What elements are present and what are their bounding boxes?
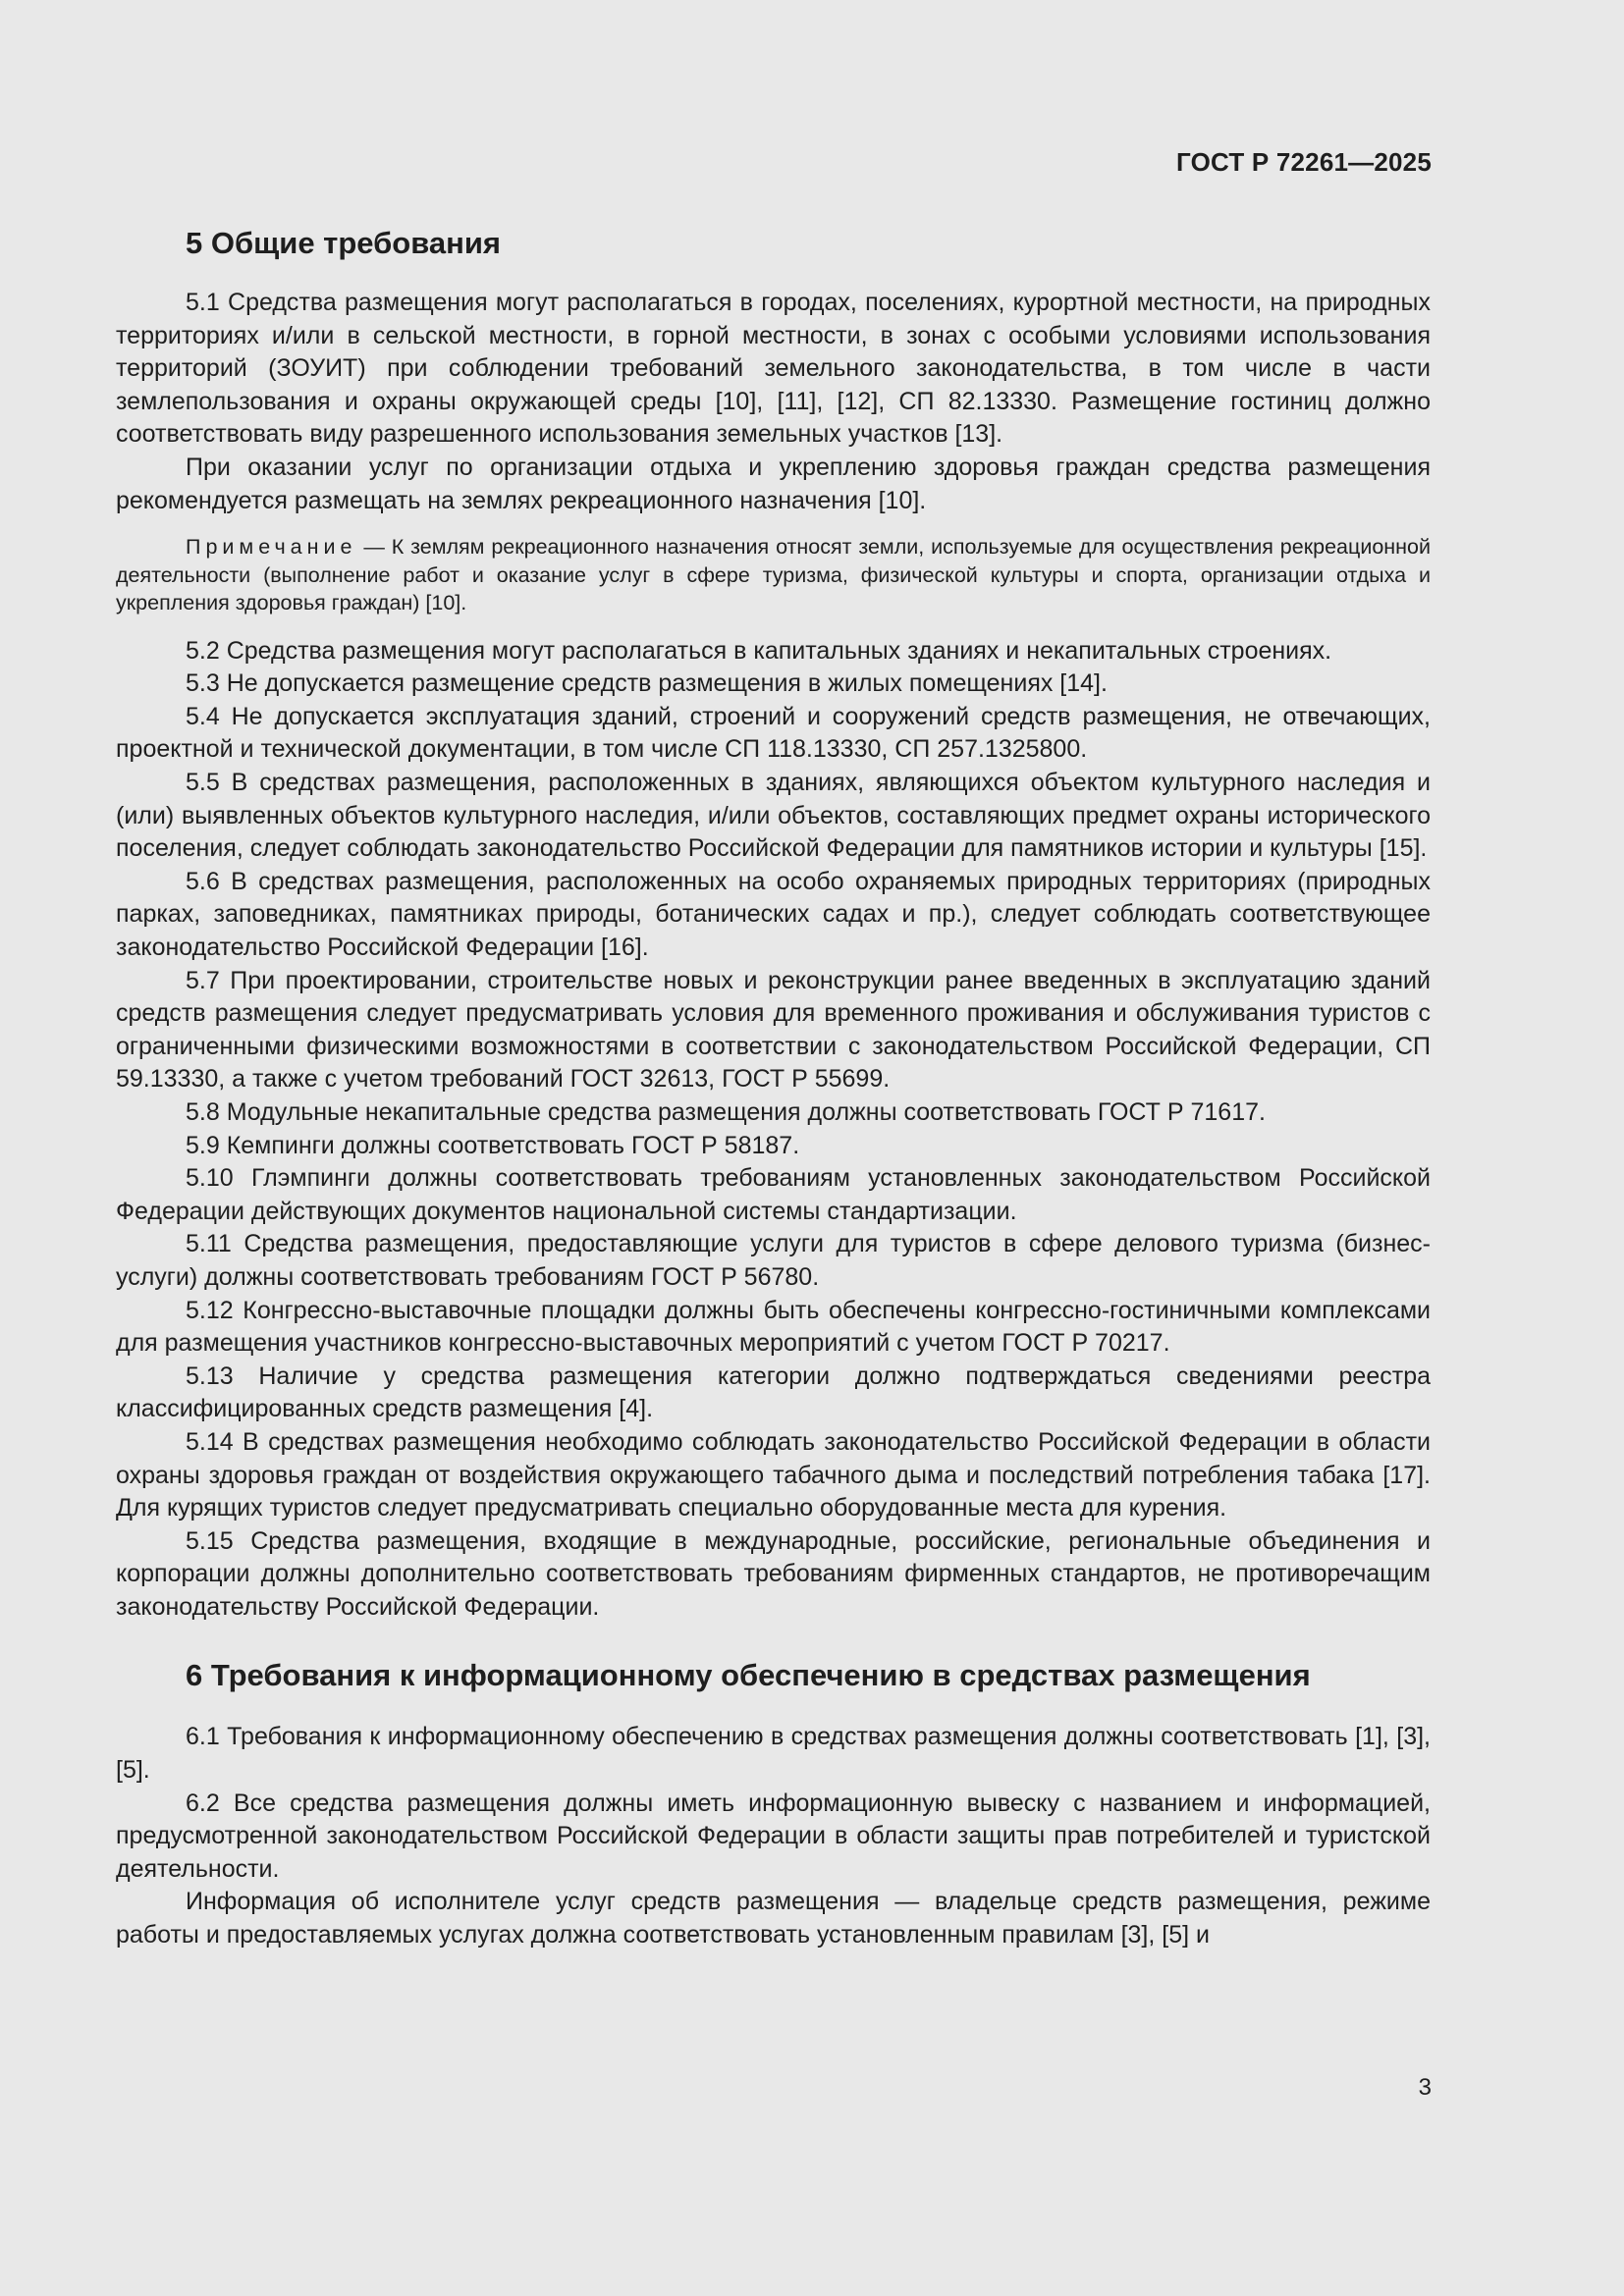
paragraph-5-3: 5.3 Не допускается размещение средств размещения в жилых помещениях [14]. [186,669,1108,698]
paragraph-5-7: 5.7 При проектировании, строительстве новых и реконструкции ранее введенных в эксплуатацию зданий средств размещения следует предусматривать условия для временного проживания и обслуживания туристов с ограниченными физическими возможностями в соответствии с законодательством Российской Федерации, СП 59.13330, а также с учетом требований ГОСТ 32613, ГОСТ Р 55699. [116,966,1431,1094]
paragraph-5-8: 5.8 Модульные некапитальные средства размещения должны соответствовать ГОСТ Р 71617. [186,1097,1266,1126]
paragraph-6-2-continued: Информация об исполнителе услуг средств размещения — владельце средств размещения, режиме работы и предоставляемых услугах должна соответствовать установленным правилам [3], [5] и [116,1888,1431,1949]
page-body [116,221,1431,1952]
paragraph-5-15: 5.15 Средства размещения, входящие в международные, российские, региональные объединения и корпорации должны дополнительно соответствовать требованиям фирменных стандартов, не противоречащим законодательству Российской Федерации. [116,1526,1431,1621]
document-code-header: ГОСТ Р 72261—2025 [1176,147,1432,177]
paragraph-5-6: 5.6 В средствах размещения, расположенных на особо охраняемых природных территориях (природных парках, заповедниках, памятниках природы, ботанических садах и пр.), следует соблюдать соответствующее законодательство Российской Федерации [16]. [116,867,1431,961]
paragraph-6-1: 6.1 Требования к информационному обеспечению в средствах размещения должны соответствовать [1], [3], [5]. [116,1723,1431,1785]
paragraph-5-11: 5.11 Средства размещения, предоставляющие услуги для туристов в сфере делового туризма (бизнес-услуги) должны соответствовать требованиям ГОСТ Р 56780. [116,1230,1431,1291]
note-label: Примечание [186,535,357,560]
paragraph-5-1: 5.1 Средства размещения могут располагаться в городах, поселениях, курортной местности, на природных территориях и/или в сельской местности, в горной местности, в зонах с особыми условиями использования территорий (ЗОУИТ) при соблюдении требований земельного законодательства, в том числе в части землепользования и охраны окружающей среды [10], [11], [12], СП 82.13330. Размещение гостиниц должно соответствовать виду разрешенного использования земельных участков [13]. [116,289,1431,449]
paragraph-5-13: 5.13 Наличие у средства размещения категории должно подтверждаться сведениями реестра классифицированных средств размещения [4]. [116,1362,1431,1423]
section-5-title: 5 Общие требования [186,226,501,260]
paragraph-5-5: 5.5 В средствах размещения, расположенных в зданиях, являющихся объектом культурного наследия и (или) выявленных объектов культурного наследия, и/или объектов, составляющих предмет охраны исторического поселения, следует соблюдать законодательство Российской Федерации для памятников истории и культуры [15]. [116,769,1431,863]
paragraph-5-14: 5.14 В средствах размещения необходимо соблюдать законодательство Российской Федерации в области охраны здоровья граждан от воздействия окружающего табачного дыма и последствий потребления табака [17]. Для курящих туристов следует предусматривать специально оборудованные места для курения. [116,1427,1431,1522]
paragraph-5-12: 5.12 Конгрессно-выставочные площадки должны быть обеспечены конгрессно-гостиничными комплексами для размещения участников конгрессно-выставочных мероприятий с учетом ГОСТ Р 70217. [116,1296,1431,1358]
note-paragraph [116,533,1431,617]
note-text: — К землям рекреационного назначения относят земли, используемые для осуществления рекреационной деятельности (выполнение работ и оказание услуг в сфере туризма, физической культуры и спорта, организации отдыха и укрепления здоровья граждан) [10]. [116,535,1431,615]
paragraph-5-9: 5.9 Кемпинги должны соответствовать ГОСТ Р 58187. [186,1131,800,1159]
page-number: 3 [1418,2074,1432,2101]
paragraph-5-10: 5.10 Глэмпинги должны соответствовать требованиям установленных законодательством Российской Федерации действующих документов национальной системы стандартизации. [116,1164,1431,1225]
paragraph-5-4: 5.4 Не допускается эксплуатация зданий, строений и сооружений средств размещения, не отвечающих, проектной и технической документации, в том числе СП 118.13330, СП 257.1325800. [116,702,1431,764]
paragraph-6-2: 6.2 Все средства размещения должны иметь информационную вывеску с названием и информацией, предусмотренной законодательством Российской Федерации в области защиты прав потребителей и туристской деятельности. [116,1789,1431,1883]
paragraph-5-2: 5.2 Средства размещения могут располагаться в капитальных зданиях и некапитальных строениях. [186,636,1332,665]
section-6-title: 6 Требования к информационному обеспечению в средствах размещения [186,1658,1311,1693]
paragraph-5-1-continued: При оказании услуг по организации отдыха и укреплению здоровья граждан средства размещения рекомендуется размещать на землях рекреационного назначения [10]. [116,453,1431,514]
